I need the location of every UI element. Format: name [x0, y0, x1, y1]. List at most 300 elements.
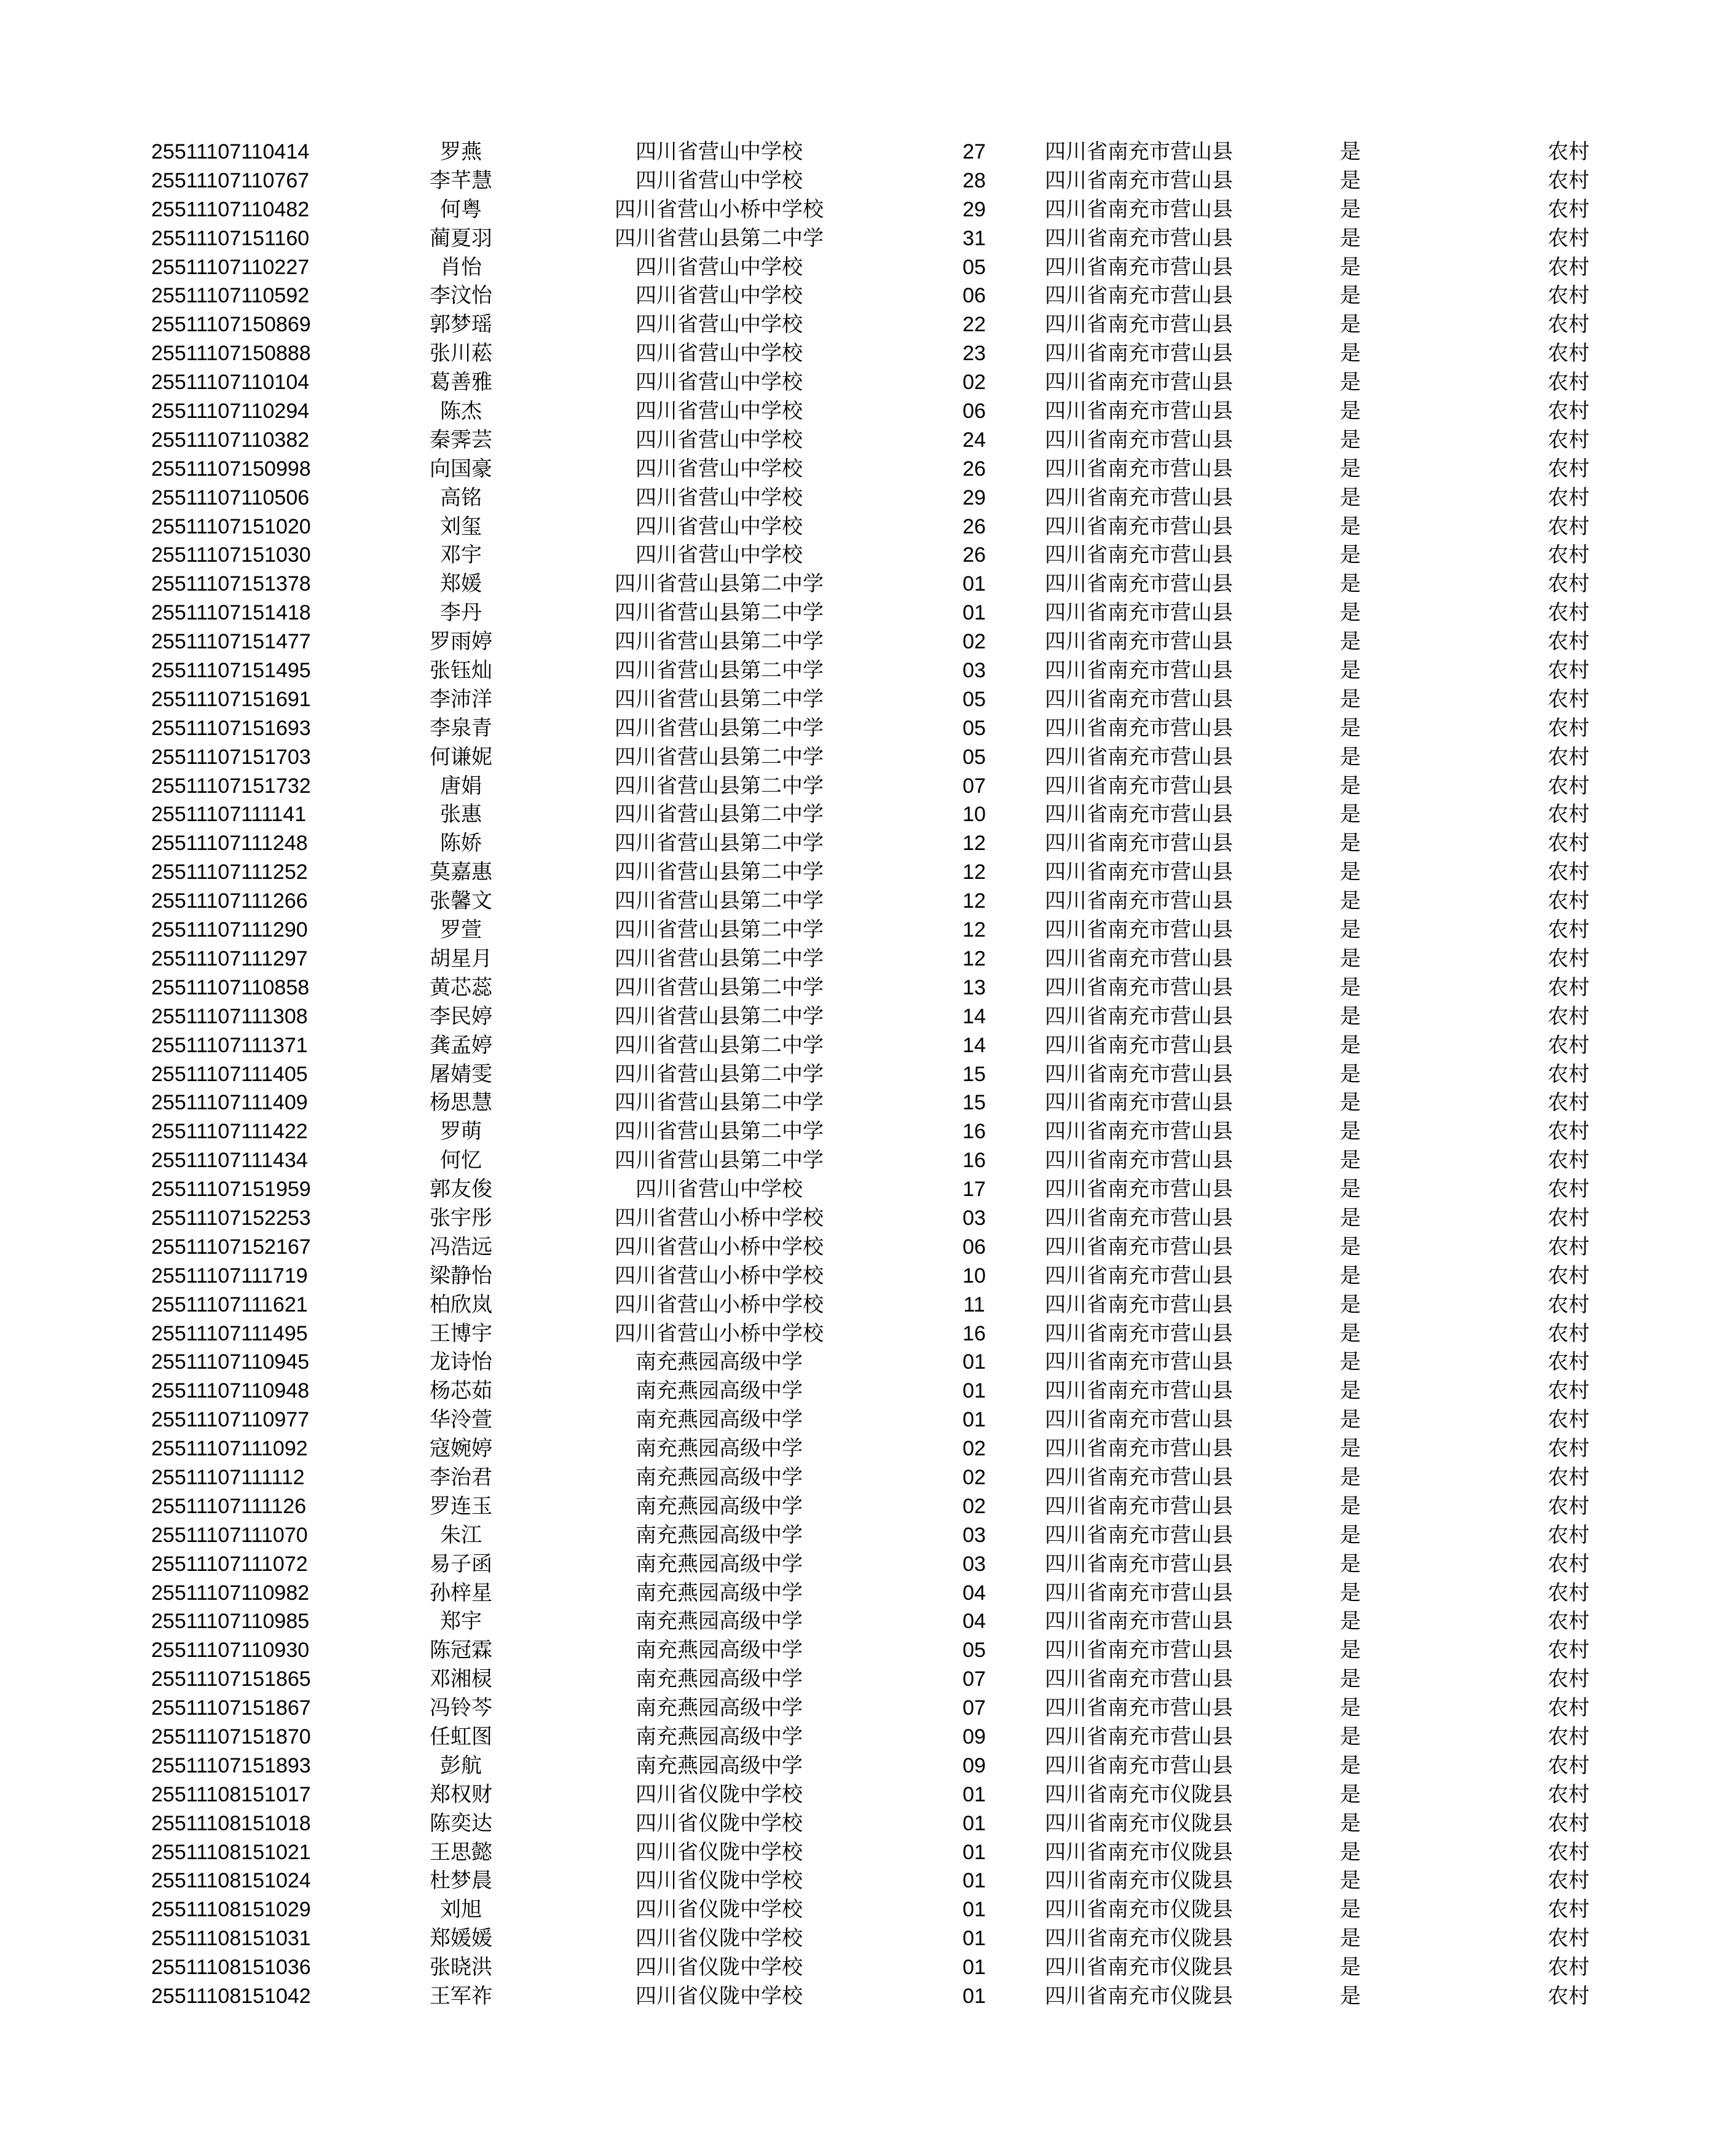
student-name: 李汶怡 [430, 283, 492, 309]
table-row [148, 743, 1589, 772]
student-id: 25511108151018 [151, 1811, 311, 1835]
area-type: 农村 [1548, 1696, 1589, 1721]
school-name: 四川省营山县第二中学 [615, 1004, 824, 1029]
region: 四川省南充市仪陇县 [1045, 1984, 1233, 2008]
school-name: 四川省营山县第二中学 [615, 860, 824, 885]
area-type: 农村 [1548, 1148, 1589, 1173]
table-row [148, 1694, 1589, 1723]
student-name: 柏欣岚 [430, 1292, 492, 1317]
school-name: 南充燕园高级中学 [636, 1379, 803, 1404]
student-name: 高铭 [440, 485, 482, 510]
eligibility-flag: 是 [1340, 1263, 1361, 1288]
class-number: 01 [962, 1350, 986, 1374]
student-name: 张惠 [440, 802, 482, 827]
area-type: 农村 [1548, 1984, 1589, 2008]
table-row [148, 1117, 1589, 1146]
school-name: 南充燕园高级中学 [636, 1580, 803, 1605]
school-name: 四川省营山小桥中学校 [615, 1321, 824, 1346]
eligibility-flag: 是 [1340, 1782, 1361, 1807]
region: 四川省南充市营山县 [1045, 1090, 1233, 1115]
class-number: 09 [962, 1725, 986, 1749]
student-id: 25511107151959 [151, 1178, 311, 1202]
class-number: 29 [962, 197, 986, 221]
class-number: 26 [962, 514, 986, 538]
region: 四川省南充市营山县 [1045, 1263, 1233, 1288]
eligibility-flag: 是 [1340, 168, 1361, 193]
school-name: 南充燕园高级中学 [636, 1465, 803, 1490]
area-type: 农村 [1548, 370, 1589, 395]
class-number: 05 [962, 1639, 986, 1662]
area-type: 农村 [1548, 543, 1589, 568]
student-id: 25511107110506 [151, 486, 310, 509]
class-number: 31 [962, 226, 986, 250]
school-name: 四川省仪陇中学校 [636, 1955, 803, 1980]
student-id: 25511107151477 [151, 630, 311, 654]
school-name: 四川省营山县第二中学 [615, 1148, 824, 1173]
school-name: 四川省营山中学校 [636, 140, 803, 164]
student-name: 郭梦瑶 [430, 312, 492, 337]
eligibility-flag: 是 [1340, 1148, 1361, 1173]
area-type: 农村 [1548, 600, 1589, 626]
class-number: 06 [962, 1235, 986, 1259]
class-number: 03 [962, 659, 986, 683]
school-name: 四川省仪陇中学校 [636, 1782, 803, 1807]
class-number: 07 [962, 1667, 986, 1691]
area-type: 农村 [1548, 1177, 1589, 1202]
student-id: 25511107111092 [151, 1437, 308, 1461]
school-name: 四川省营山中学校 [636, 543, 803, 568]
area-type: 农村 [1548, 1061, 1589, 1087]
eligibility-flag: 是 [1340, 802, 1361, 827]
student-id: 25511107110977 [151, 1408, 310, 1432]
table-row [148, 310, 1589, 339]
eligibility-flag: 是 [1340, 226, 1361, 251]
student-name: 冯铃芩 [430, 1696, 492, 1721]
area-type: 农村 [1548, 1407, 1589, 1433]
student-name: 华泠萱 [430, 1407, 492, 1433]
school-name: 四川省仪陇中学校 [636, 1868, 803, 1894]
class-number: 15 [962, 1062, 986, 1086]
table-row [148, 1291, 1589, 1320]
student-name: 秦霁芸 [430, 427, 492, 452]
student-id: 25511107110930 [151, 1639, 310, 1662]
area-type: 农村 [1548, 1379, 1589, 1404]
student-name: 陈冠霖 [430, 1638, 492, 1663]
area-type: 农村 [1548, 1090, 1589, 1115]
eligibility-flag: 是 [1340, 773, 1361, 798]
region: 四川省南充市仪陇县 [1045, 1811, 1233, 1836]
class-number: 14 [962, 1004, 986, 1028]
student-name: 郑权财 [430, 1782, 492, 1807]
table-row [148, 974, 1589, 1002]
student-name: 李治君 [430, 1465, 492, 1490]
region: 四川省南充市营山县 [1045, 744, 1233, 769]
region: 四川省南充市营山县 [1045, 1551, 1233, 1576]
area-type: 农村 [1548, 1551, 1589, 1576]
class-number: 17 [962, 1178, 986, 1202]
eligibility-flag: 是 [1340, 1033, 1361, 1058]
eligibility-flag: 是 [1340, 1926, 1361, 1951]
eligibility-flag: 是 [1340, 140, 1361, 164]
class-number: 02 [962, 371, 986, 395]
region: 四川省南充市营山县 [1045, 946, 1233, 971]
class-number: 01 [962, 1408, 986, 1432]
area-type: 农村 [1548, 715, 1589, 741]
region: 四川省南充市营山县 [1045, 1148, 1233, 1173]
school-name: 四川省营山中学校 [636, 514, 803, 539]
student-id: 25511107111072 [151, 1552, 308, 1576]
region: 四川省南充市仪陇县 [1045, 1868, 1233, 1894]
region: 四川省南充市营山县 [1045, 629, 1233, 655]
class-number: 06 [962, 284, 986, 308]
eligibility-flag: 是 [1340, 629, 1361, 655]
eligibility-flag: 是 [1340, 1667, 1361, 1692]
area-type: 农村 [1548, 1263, 1589, 1288]
class-number: 24 [962, 428, 986, 452]
class-number: 13 [962, 975, 986, 999]
student-id: 25511108151024 [151, 1869, 311, 1893]
area-type: 农村 [1548, 1868, 1589, 1894]
region: 四川省南充市营山县 [1045, 860, 1233, 885]
school-name: 南充燕园高级中学 [636, 1350, 803, 1375]
school-name: 四川省仪陇中学校 [636, 1839, 803, 1865]
student-id: 25511107111495 [151, 1321, 308, 1345]
school-name: 四川省营山县第二中学 [615, 975, 824, 1000]
eligibility-flag: 是 [1340, 456, 1361, 481]
region: 四川省南充市营山县 [1045, 1119, 1233, 1144]
student-name: 王军祚 [430, 1984, 492, 2008]
student-id: 25511107111248 [151, 832, 308, 856]
eligibility-flag: 是 [1340, 254, 1361, 280]
eligibility-flag: 是 [1340, 1321, 1361, 1346]
school-name: 南充燕园高级中学 [636, 1551, 803, 1576]
region: 四川省南充市营山县 [1045, 168, 1233, 193]
area-type: 农村 [1548, 226, 1589, 251]
eligibility-flag: 是 [1340, 1839, 1361, 1865]
school-name: 南充燕园高级中学 [636, 1493, 803, 1519]
class-number: 26 [962, 457, 986, 481]
table-row [148, 628, 1589, 656]
table-row [148, 1463, 1589, 1492]
region: 四川省南充市营山县 [1045, 543, 1233, 568]
student-name: 陈娇 [440, 831, 482, 856]
class-number: 27 [962, 140, 986, 163]
region: 四川省南充市营山县 [1045, 341, 1233, 366]
student-name: 张川菘 [430, 341, 492, 366]
area-type: 农村 [1548, 427, 1589, 452]
school-name: 四川省营山县第二中学 [615, 572, 824, 597]
student-id: 25511107111297 [151, 946, 308, 970]
class-number: 16 [962, 1149, 986, 1173]
class-number: 03 [962, 1523, 986, 1547]
region: 四川省南充市营山县 [1045, 1667, 1233, 1692]
class-number: 15 [962, 1091, 986, 1115]
eligibility-flag: 是 [1340, 600, 1361, 626]
eligibility-flag: 是 [1340, 370, 1361, 395]
table-row [148, 1204, 1589, 1233]
table-row [148, 570, 1589, 599]
table-row [148, 1002, 1589, 1031]
table-row [148, 1636, 1589, 1665]
student-id: 25511107151732 [151, 774, 311, 798]
eligibility-flag: 是 [1340, 1811, 1361, 1836]
region: 四川省南充市营山县 [1045, 1033, 1233, 1058]
eligibility-flag: 是 [1340, 1407, 1361, 1433]
area-type: 农村 [1548, 1724, 1589, 1749]
region: 四川省南充市营山县 [1045, 715, 1233, 741]
school-name: 四川省营山县第二中学 [615, 1090, 824, 1115]
school-name: 南充燕园高级中学 [636, 1436, 803, 1462]
student-id: 25511107152253 [151, 1206, 311, 1230]
school-name: 四川省营山县第二中学 [615, 773, 824, 798]
area-type: 农村 [1548, 1292, 1589, 1317]
student-name: 张馨文 [430, 889, 492, 914]
student-name: 罗雨婷 [430, 629, 492, 655]
class-number: 12 [962, 832, 986, 856]
student-name: 罗萌 [440, 1119, 482, 1144]
region: 四川省南充市营山县 [1045, 975, 1233, 1000]
table-row [148, 1088, 1589, 1117]
school-name: 四川省营山小桥中学校 [615, 1263, 824, 1288]
student-id: 25511107150869 [151, 313, 311, 337]
class-number: 02 [962, 1465, 986, 1489]
class-number: 01 [962, 572, 986, 596]
eligibility-flag: 是 [1340, 485, 1361, 510]
region: 四川省南充市营山县 [1045, 1465, 1233, 1490]
student-name: 王思懿 [430, 1839, 492, 1865]
area-type: 农村 [1548, 975, 1589, 1000]
area-type: 农村 [1548, 802, 1589, 827]
school-name: 四川省营山中学校 [636, 312, 803, 337]
school-name: 四川省营山小桥中学校 [615, 1292, 824, 1317]
student-name: 朱江 [440, 1522, 482, 1548]
student-id: 25511107111621 [151, 1292, 308, 1316]
eligibility-flag: 是 [1340, 1724, 1361, 1749]
student-id: 25511107151691 [151, 687, 311, 711]
table-row [148, 916, 1589, 945]
student-id: 25511107150888 [151, 342, 311, 366]
eligibility-flag: 是 [1340, 1580, 1361, 1605]
class-number: 05 [962, 687, 986, 711]
region: 四川省南充市营山县 [1045, 1724, 1233, 1749]
table-row [148, 772, 1589, 801]
eligibility-flag: 是 [1340, 1984, 1361, 2008]
area-type: 农村 [1548, 1465, 1589, 1490]
student-name: 罗萱 [440, 918, 482, 943]
school-name: 四川省营山中学校 [636, 399, 803, 424]
area-type: 农村 [1548, 1897, 1589, 1922]
eligibility-flag: 是 [1340, 687, 1361, 712]
eligibility-flag: 是 [1340, 889, 1361, 914]
student-id: 25511107111290 [151, 918, 308, 942]
area-type: 农村 [1548, 1004, 1589, 1029]
table-row [148, 887, 1589, 916]
student-id: 25511107152167 [151, 1235, 311, 1259]
table-row [148, 195, 1589, 224]
table-row [148, 1377, 1589, 1406]
student-id: 25511107111141 [151, 803, 307, 827]
school-name: 四川省仪陇中学校 [636, 1984, 803, 2008]
area-type: 农村 [1548, 1119, 1589, 1144]
class-number: 01 [962, 1927, 986, 1951]
student-id: 25511107111371 [151, 1033, 308, 1057]
student-name: 彭航 [440, 1753, 482, 1778]
table-row [148, 1060, 1589, 1089]
region: 四川省南充市营山县 [1045, 1609, 1233, 1634]
student-id: 25511107111112 [151, 1465, 305, 1489]
table-row [148, 1895, 1589, 1924]
area-type: 农村 [1548, 1493, 1589, 1519]
eligibility-flag: 是 [1340, 1292, 1361, 1317]
student-id: 25511108151036 [151, 1956, 311, 1980]
eligibility-flag: 是 [1340, 1493, 1361, 1519]
student-name: 胡星月 [430, 946, 492, 971]
school-name: 四川省营山县第二中学 [615, 715, 824, 741]
student-id: 25511107110982 [151, 1581, 310, 1605]
area-type: 农村 [1548, 946, 1589, 971]
school-name: 四川省营山中学校 [636, 254, 803, 280]
student-name: 向国豪 [430, 456, 492, 481]
table-row [148, 1406, 1589, 1434]
eligibility-flag: 是 [1340, 1090, 1361, 1115]
student-id: 25511107110985 [151, 1610, 310, 1634]
school-name: 四川省营山小桥中学校 [615, 1205, 824, 1230]
eligibility-flag: 是 [1340, 197, 1361, 222]
area-type: 农村 [1548, 1522, 1589, 1548]
region: 四川省南充市营山县 [1045, 1004, 1233, 1029]
class-number: 03 [962, 1206, 986, 1230]
region: 四川省南充市营山县 [1045, 1321, 1233, 1346]
region: 四川省南充市营山县 [1045, 1580, 1233, 1605]
school-name: 四川省营山县第二中学 [615, 918, 824, 943]
eligibility-flag: 是 [1340, 1379, 1361, 1404]
region: 四川省南充市营山县 [1045, 1436, 1233, 1462]
student-name: 杨芯茹 [430, 1379, 492, 1404]
table-row [148, 858, 1589, 887]
area-type: 农村 [1548, 572, 1589, 597]
table-row [148, 1175, 1589, 1204]
table-row [148, 599, 1589, 628]
student-name: 冯浩远 [430, 1234, 492, 1259]
region: 四川省南充市营山县 [1045, 370, 1233, 395]
region: 四川省南充市营山县 [1045, 456, 1233, 481]
student-id: 25511107111405 [151, 1062, 308, 1086]
class-number: 16 [962, 1321, 986, 1345]
student-name: 杨思慧 [430, 1090, 492, 1115]
table-row [148, 1233, 1589, 1262]
school-name: 四川省营山县第二中学 [615, 629, 824, 655]
class-number: 02 [962, 1437, 986, 1461]
class-number: 06 [962, 399, 986, 423]
area-type: 农村 [1548, 1638, 1589, 1663]
eligibility-flag: 是 [1340, 543, 1361, 568]
eligibility-flag: 是 [1340, 1609, 1361, 1634]
school-name: 南充燕园高级中学 [636, 1638, 803, 1663]
eligibility-flag: 是 [1340, 860, 1361, 885]
region: 四川省南充市仪陇县 [1045, 1897, 1233, 1922]
eligibility-flag: 是 [1340, 1234, 1361, 1259]
student-id: 25511107151893 [151, 1753, 311, 1777]
table-row [148, 1607, 1589, 1636]
student-id: 25511107111070 [151, 1523, 308, 1547]
area-type: 农村 [1548, 1782, 1589, 1807]
eligibility-flag: 是 [1340, 427, 1361, 452]
eligibility-flag: 是 [1340, 1061, 1361, 1087]
area-type: 农村 [1548, 860, 1589, 885]
student-name: 邓湘棂 [430, 1667, 492, 1692]
student-id: 25511107110767 [151, 168, 310, 192]
student-name: 邓宇 [440, 543, 482, 568]
school-name: 四川省营山县第二中学 [615, 600, 824, 626]
student-id: 25511107111719 [151, 1264, 308, 1288]
school-name: 南充燕园高级中学 [636, 1609, 803, 1634]
table-row [148, 829, 1589, 858]
table-row [148, 138, 1589, 167]
area-type: 农村 [1548, 1205, 1589, 1230]
student-id: 25511107110294 [151, 399, 310, 423]
class-number: 01 [962, 1782, 986, 1806]
area-type: 农村 [1548, 168, 1589, 193]
school-name: 南充燕园高级中学 [636, 1522, 803, 1548]
eligibility-flag: 是 [1340, 1350, 1361, 1375]
eligibility-flag: 是 [1340, 1436, 1361, 1462]
region: 四川省南充市营山县 [1045, 197, 1233, 222]
region: 四川省南充市营山县 [1045, 1205, 1233, 1230]
student-name: 莫嘉惠 [430, 860, 492, 885]
student-name: 张宇彤 [430, 1205, 492, 1230]
area-type: 农村 [1548, 687, 1589, 712]
student-name: 罗燕 [440, 140, 482, 164]
area-type: 农村 [1548, 1234, 1589, 1259]
class-number: 23 [962, 342, 986, 366]
eligibility-flag: 是 [1340, 1753, 1361, 1778]
table-row [148, 1723, 1589, 1752]
school-name: 四川省营山县第二中学 [615, 687, 824, 712]
table-row [148, 1953, 1589, 1982]
region: 四川省南充市营山县 [1045, 485, 1233, 510]
eligibility-flag: 是 [1340, 1119, 1361, 1144]
school-name: 四川省营山中学校 [636, 1177, 803, 1202]
area-type: 农村 [1548, 140, 1589, 164]
table-row [148, 484, 1589, 513]
area-type: 农村 [1548, 283, 1589, 309]
student-id: 25511107151020 [151, 514, 311, 538]
school-name: 南充燕园高级中学 [636, 1724, 803, 1749]
region: 四川省南充市营山县 [1045, 514, 1233, 539]
student-id: 25511107110592 [151, 284, 310, 308]
student-id: 25511107151418 [151, 601, 311, 625]
eligibility-flag: 是 [1340, 1177, 1361, 1202]
student-id: 25511107151495 [151, 659, 311, 683]
school-name: 四川省营山小桥中学校 [615, 197, 824, 222]
student-name: 任虹图 [430, 1724, 492, 1749]
student-name: 郑媛 [440, 572, 482, 597]
class-number: 07 [962, 774, 986, 798]
region: 四川省南充市仪陇县 [1045, 1955, 1233, 1980]
area-type: 农村 [1548, 312, 1589, 337]
area-type: 农村 [1548, 831, 1589, 856]
region: 四川省南充市营山县 [1045, 1493, 1233, 1519]
student-id: 25511107110482 [151, 197, 310, 221]
eligibility-flag: 是 [1340, 946, 1361, 971]
student-id: 25511107111434 [151, 1149, 308, 1173]
area-type: 农村 [1548, 399, 1589, 424]
table-row [148, 714, 1589, 743]
class-number: 02 [962, 1494, 986, 1518]
school-name: 四川省营山中学校 [636, 341, 803, 366]
eligibility-flag: 是 [1340, 514, 1361, 539]
table-row [148, 281, 1589, 310]
